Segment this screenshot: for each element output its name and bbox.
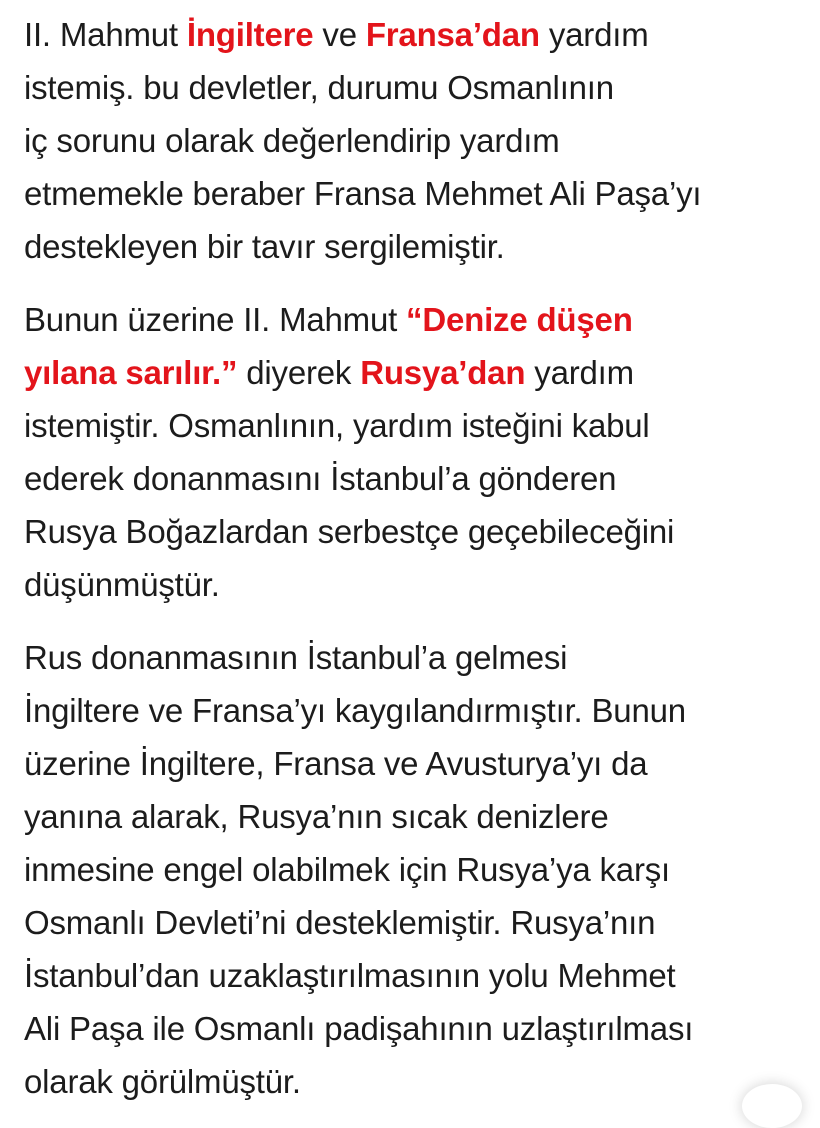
body-text: istemiştir. Osmanlının, yardım isteğini kabul [24,407,650,444]
highlighted-text: yılana sarılır.” [24,354,238,391]
paragraph-2 [24,293,800,611]
text-line [24,1002,800,1055]
body-text: İngiltere ve Fransa’yı kaygılandırmıştır. Bunun [24,692,686,729]
body-text: olarak görülmüştür. [24,1063,301,1100]
paragraph-1 [24,8,800,273]
text-line [24,167,800,220]
body-text: Bunun üzerine II. Mahmut [24,301,407,338]
highlighted-text: “Denize düşen [406,301,633,338]
body-text: ve [313,16,366,53]
highlighted-text: İngiltere [186,16,314,53]
highlighted-text: Rusya’dan [360,354,526,391]
text-line [24,896,800,949]
body-text: düşünmüştür. [24,566,220,603]
text-line [24,1055,800,1108]
paragraph-3 [24,631,800,1108]
text-line [24,737,800,790]
text-line [24,949,800,1002]
text-line [24,452,800,505]
body-text: II. Mahmut [24,16,187,53]
text-line [24,61,800,114]
body-text: destekleyen bir tavır sergilemiştir. [24,228,505,265]
text-line [24,790,800,843]
text-line [24,399,800,452]
body-text: Osmanlı Devleti’ni desteklemiştir. Rusya’nın [24,904,656,941]
text-line [24,8,800,61]
body-text: Rus donanmasının İstanbul’a gelmesi [24,639,568,676]
text-line [24,114,800,167]
body-text: ederek donanmasını İstanbul’a gönderen [24,460,617,497]
text-line [24,558,800,611]
body-text: yanına alarak, Rusya’nın sıcak denizlere [24,798,609,835]
text-line [24,505,800,558]
body-text: yardım [525,354,634,391]
body-text: diyerek [237,354,361,391]
text-line [24,346,800,399]
text-line [24,843,800,896]
body-text: iç sorunu olarak değerlendirip yardım [24,122,560,159]
text-line [24,631,800,684]
body-text: Rusya Boğazlardan serbestçe geçebileceğini [24,513,675,550]
scroll-to-top-button[interactable] [742,1084,802,1128]
text-line [24,684,800,737]
body-text: Ali Paşa ile Osmanlı padişahının uzlaştırılması [24,1010,694,1047]
highlighted-text: Fransa’dan [365,16,540,53]
text-line [24,293,800,346]
body-text: etmemekle beraber Fransa Mehmet Ali Paşa’yı [24,175,702,212]
body-text: üzerine İngiltere, Fransa ve Avusturya’yı da [24,745,648,782]
body-text: yardım [539,16,649,53]
body-text: İstanbul’dan uzaklaştırılmasının yolu Mehmet [24,957,676,994]
text-line [24,220,800,273]
body-text: istemiş. bu devletler, durumu Osmanlının [24,69,614,106]
body-text: inmesine engel olabilmek için Rusya’ya karşı [24,851,670,888]
article-body [24,8,800,1108]
